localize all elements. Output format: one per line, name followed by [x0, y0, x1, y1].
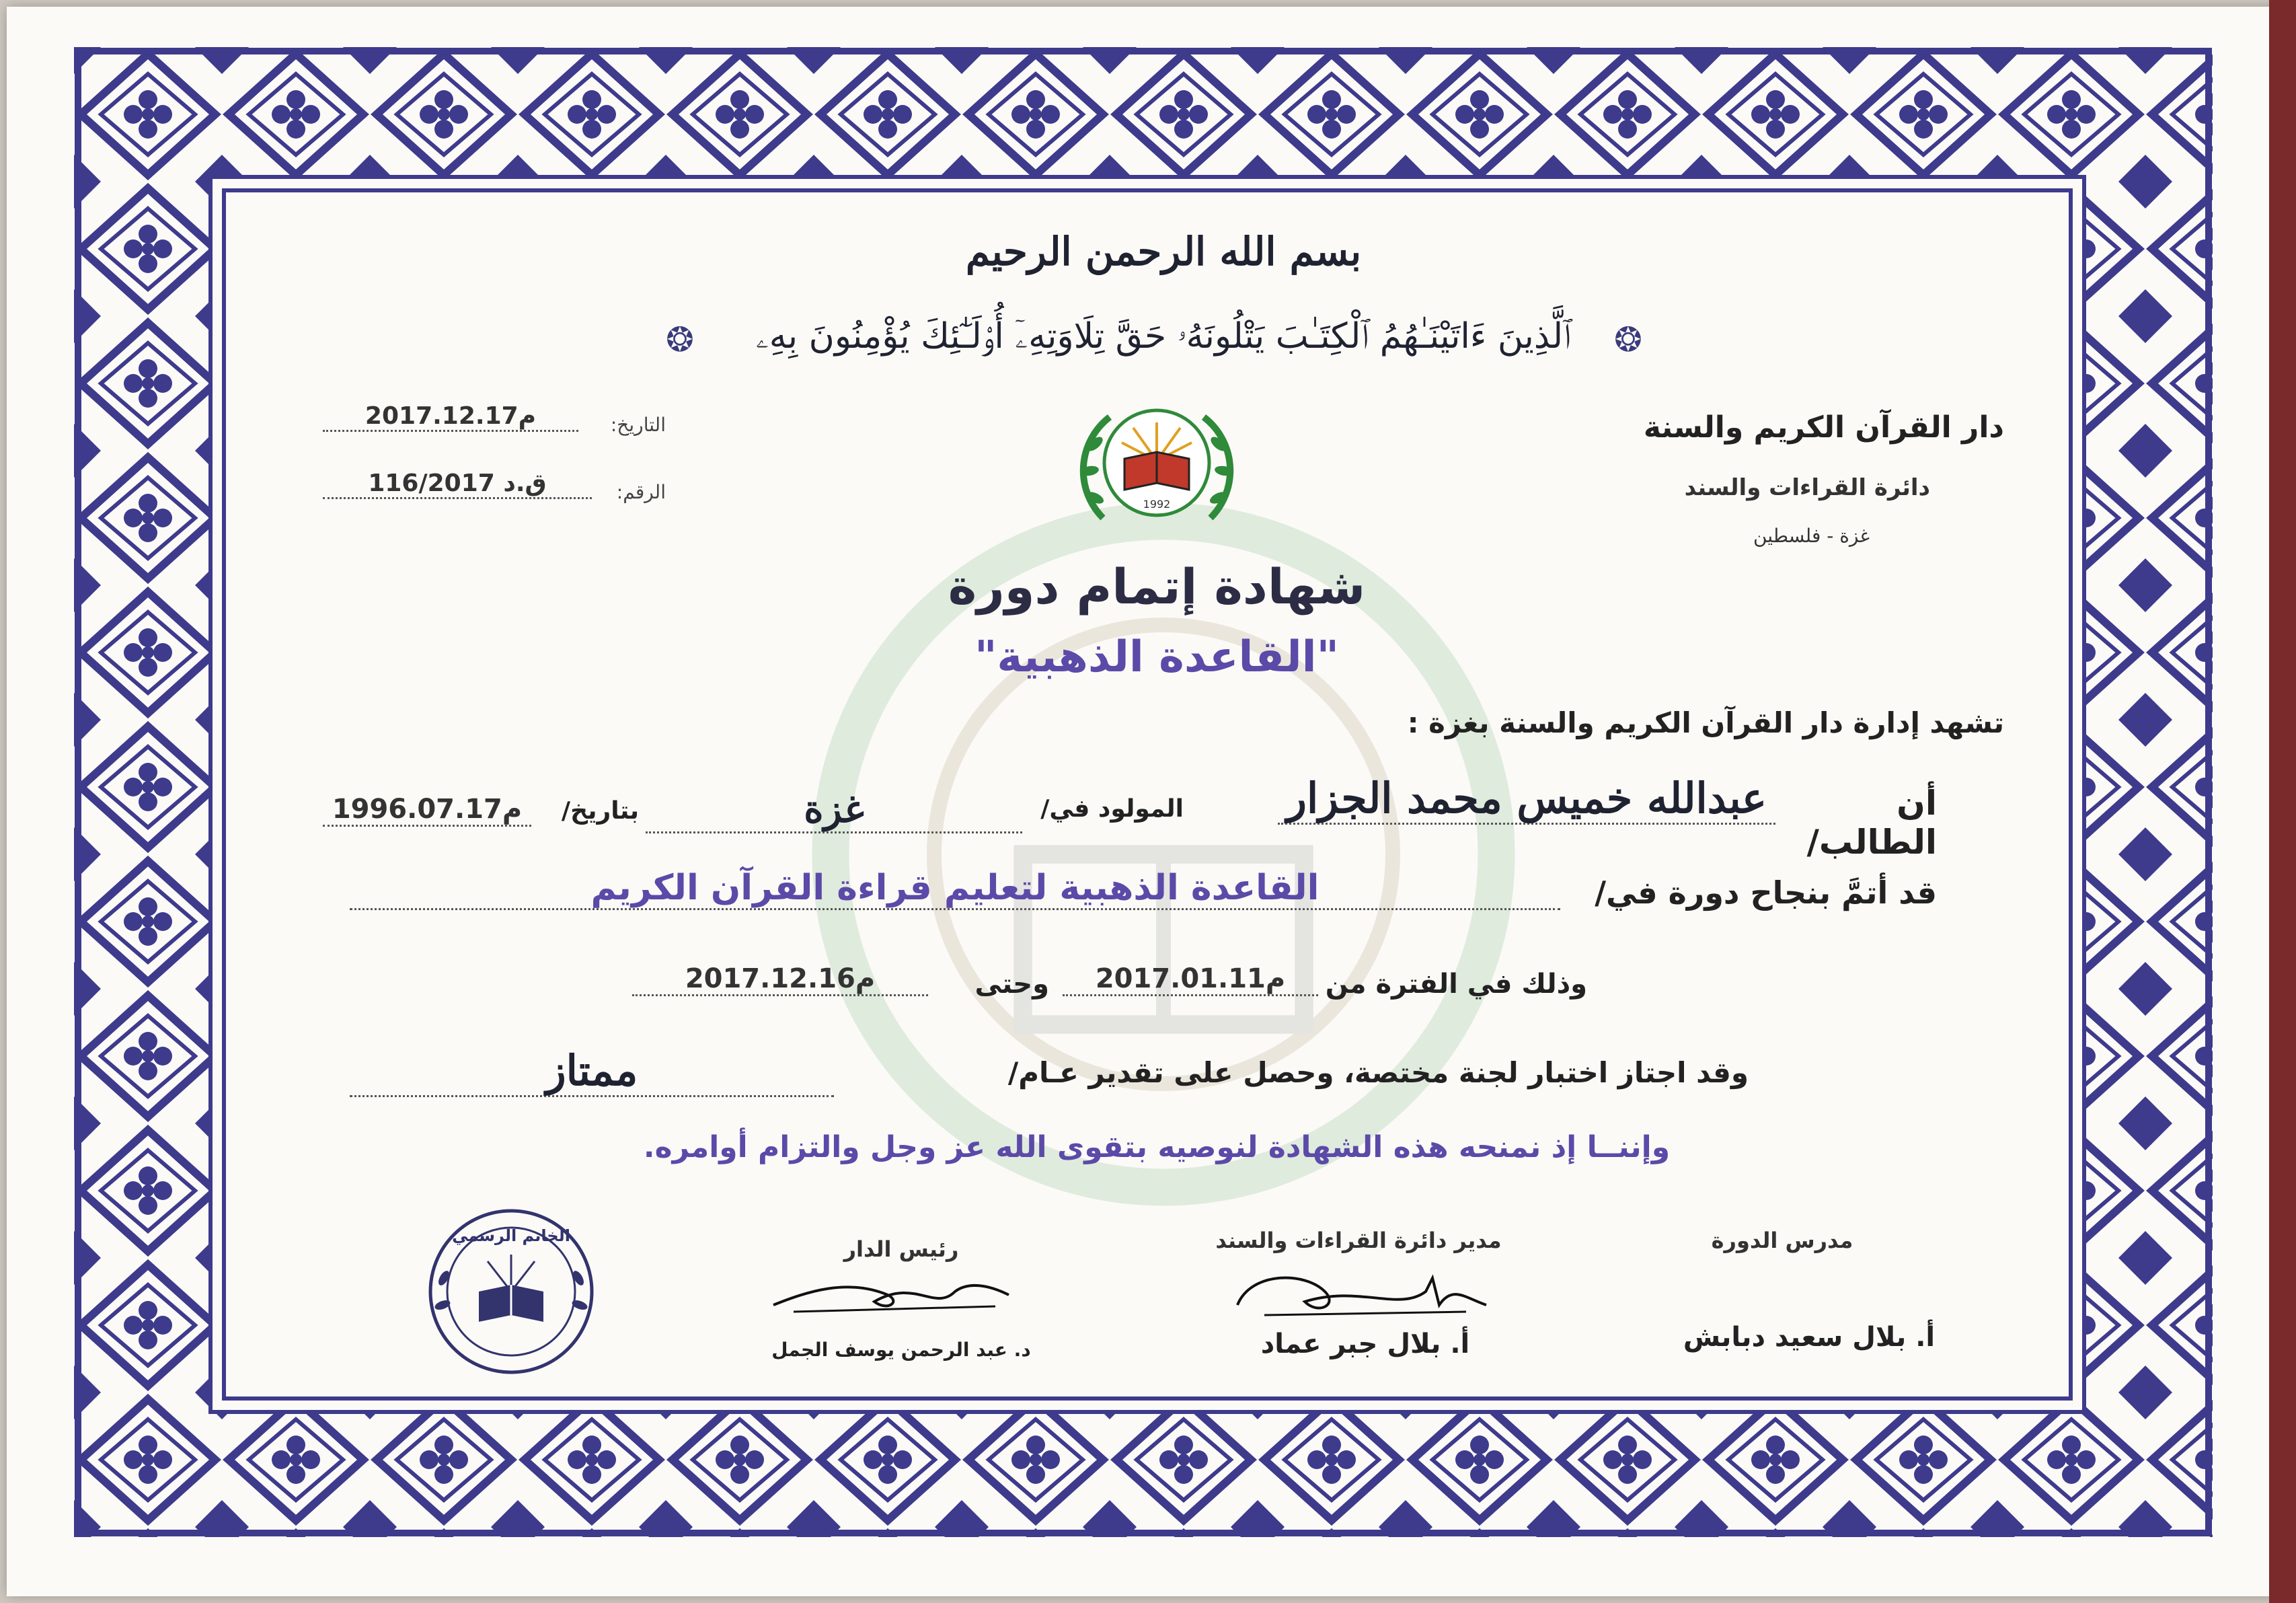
director-signature: [1224, 1265, 1493, 1325]
completed-label: قد أتمَّ بنجاح دورة في/: [1595, 874, 1937, 911]
closing-line: وإننــا إذ نمنحه هذه الشهادة لنوصيه بتقوى الله عز وجل والتزام أوامره.: [643, 1130, 1671, 1164]
birth-label: بتاريخ/: [561, 797, 639, 825]
svg-text:الخاتم الرسمي: الخاتم الرسمي: [452, 1226, 570, 1245]
teacher-name: أ. بلال سعيد دبابش: [1683, 1322, 1936, 1353]
period-to: 2017.12.16م: [632, 963, 928, 996]
org-name: دار القرآن الكريم والسنة: [1643, 410, 2004, 445]
grade: ممتاز: [350, 1046, 834, 1097]
exam-text: وقد اجتاز اختبار لجنة مختصة، وحصل على تقدير عـام/: [1007, 1056, 1749, 1089]
course-title: "القاعدة الذهبية": [974, 632, 1339, 682]
number-value: ق.د 116/2017: [323, 470, 592, 499]
org-dept: دائرة القراءات والسند: [1684, 474, 1930, 501]
quran-verse: ٱلَّذِينَ ءَاتَيْنَـٰهُمُ ٱلْكِتَـٰبَ يَتْلُونَهُۥ حَقَّ تِلَاوَتِهِۦٓ أُو۟لَـٰٓئِكَ يُؤْمِنُونَ بِهِۦ: [756, 316, 1571, 357]
certificate-title: شهادة إتمام دورة: [948, 558, 1366, 615]
intro-line: تشهد إدارة دار القرآن الكريم والسنة بغزة :: [1407, 706, 2004, 739]
basmala: بسم الله الرحمن الرحيم: [965, 229, 1362, 274]
president-title: رئيس الدار: [843, 1236, 959, 1262]
official-seal: [404, 1204, 619, 1379]
student-name: عبدالله خميس محمد الجزار: [1278, 774, 1775, 825]
date-label: التاريخ:: [610, 414, 666, 436]
birth-date: 1996.07.17م: [323, 794, 531, 827]
director-name: أ. بلال جبر عماد: [1260, 1329, 1470, 1359]
period-from: 2017.01.11م: [1063, 963, 1318, 996]
course-name: القاعدة الذهبية لتعليم قراءة القرآن الكريم: [350, 868, 1560, 910]
born-label: المولود في/: [1040, 795, 1184, 823]
student-label: أن الطالب/: [1806, 784, 1937, 862]
background-edge: [2269, 0, 2296, 1603]
period-label: وذلك في الفترة من: [1325, 969, 1587, 1000]
teacher-title: مدرس الدورة: [1711, 1228, 1853, 1253]
date-value: 2017.12.17م: [323, 402, 578, 432]
until-label: وحتى: [974, 969, 1049, 1000]
director-title: مدير دائرة القراءات والسند: [1215, 1228, 1502, 1253]
number-label: الرقم:: [616, 481, 666, 503]
born-place: غزة: [646, 787, 1022, 833]
org-location: غزة - فلسطين: [1753, 525, 1870, 547]
institution-logo: [1063, 383, 1251, 538]
svg-text:1992: 1992: [1143, 498, 1171, 511]
ornament-left-icon: ❂: [666, 320, 694, 359]
president-name: د. عبد الرحمن يوسف الجمل: [771, 1339, 1031, 1361]
president-signature: [767, 1265, 1022, 1332]
ornament-right-icon: ❂: [1614, 320, 1642, 359]
